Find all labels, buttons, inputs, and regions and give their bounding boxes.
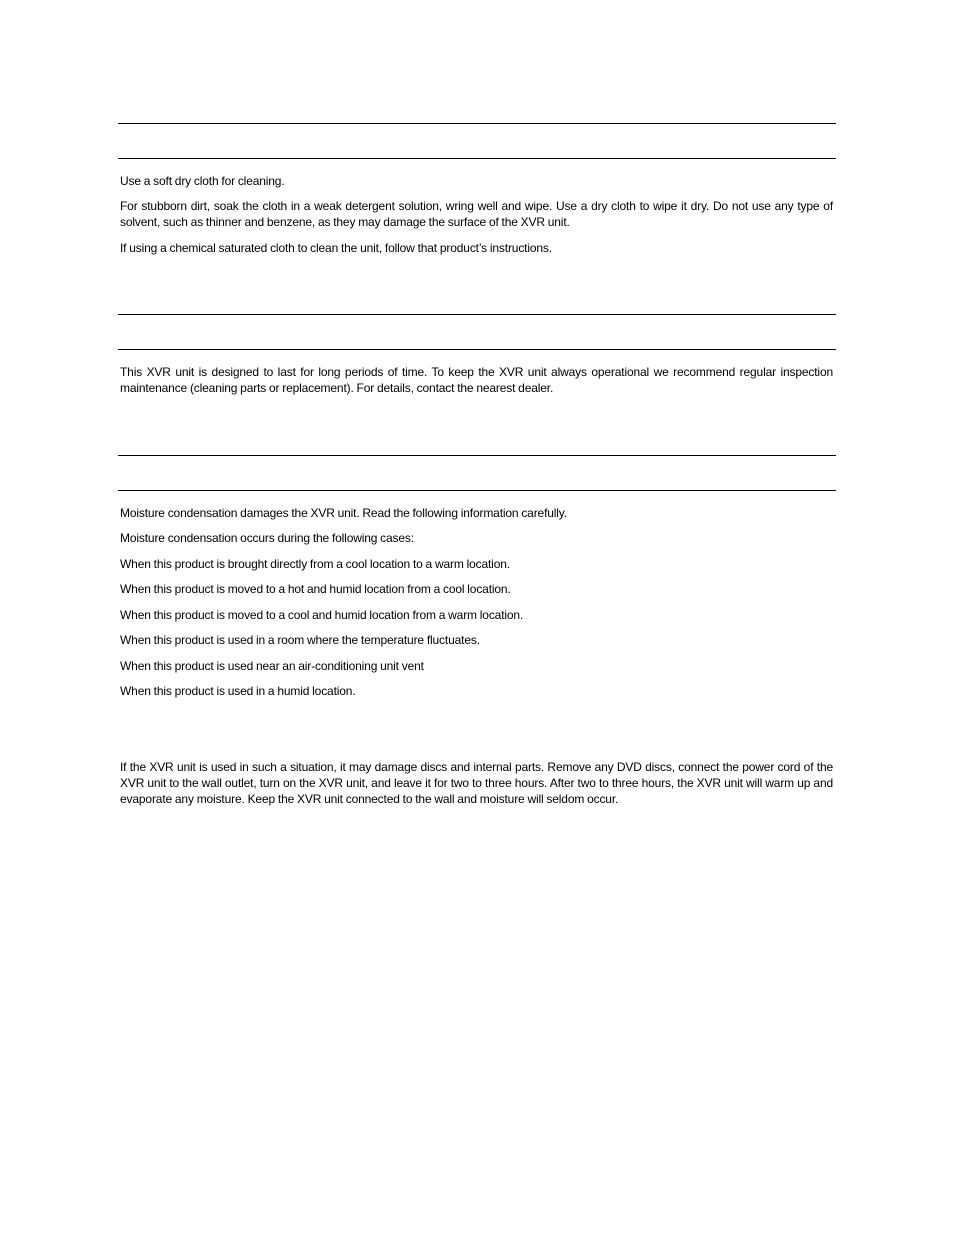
condensation-case-item: When this product is used in a humid location. xyxy=(120,684,356,698)
condensation-case-item: When this product is moved to a hot and humid location from a cool location. xyxy=(120,582,511,596)
condensation-case-item: When this product is moved to a cool and humid location from a warm location. xyxy=(120,608,524,622)
section-rule-top xyxy=(118,314,836,315)
cleaning-paragraph: For stubborn dirt, soak the cloth in a weak detergent solution, wring well and wipe. Use a dry cloth to wipe it dry. Do not use any type of solvent, such as thinner and benzene, as they may damage the surface of the XVR unit. xyxy=(120,199,833,229)
cleaning-paragraph: If using a chemical saturated cloth to clean the unit, follow that product’s instructions. xyxy=(120,241,552,255)
section-rule-top xyxy=(118,123,836,124)
section-rule-bottom xyxy=(118,490,836,491)
section-rule-bottom xyxy=(118,349,836,350)
condensation-case-item: When this product is used near an air-conditioning unit vent xyxy=(120,659,424,673)
condensation-case-item: When this product is used in a room where the temperature fluctuates. xyxy=(120,633,480,647)
cleaning-paragraph: Use a soft dry cloth for cleaning. xyxy=(120,174,285,188)
condensation-case-item: When this product is brought directly from a cool location to a warm location. xyxy=(120,557,510,571)
maintenance-paragraph: This XVR unit is designed to last for long periods of time. To keep the XVR unit always operational we recommend regular inspection maintenance (cleaning parts or replacement). For details, contact the nearest dealer. xyxy=(120,365,833,395)
section-rule-top xyxy=(118,455,836,456)
section-rule-bottom xyxy=(118,158,836,159)
condensation-intro: Moisture condensation damages the XVR unit. Read the following information carefully. xyxy=(120,506,567,520)
condensation-cases-intro: Moisture condensation occurs during the following cases: xyxy=(120,531,414,545)
condensation-remedy: If the XVR unit is used in such a situation, it may damage discs and internal parts. Remove any DVD discs, connect the power cord of the XVR unit to the wall outlet, turn on the XVR unit, and leave it for two to three hours. After two to three hours, the XVR unit will warm up and evaporate any moisture. Keep the XVR unit connected to the wall and moisture will seldom occur. xyxy=(120,760,833,806)
